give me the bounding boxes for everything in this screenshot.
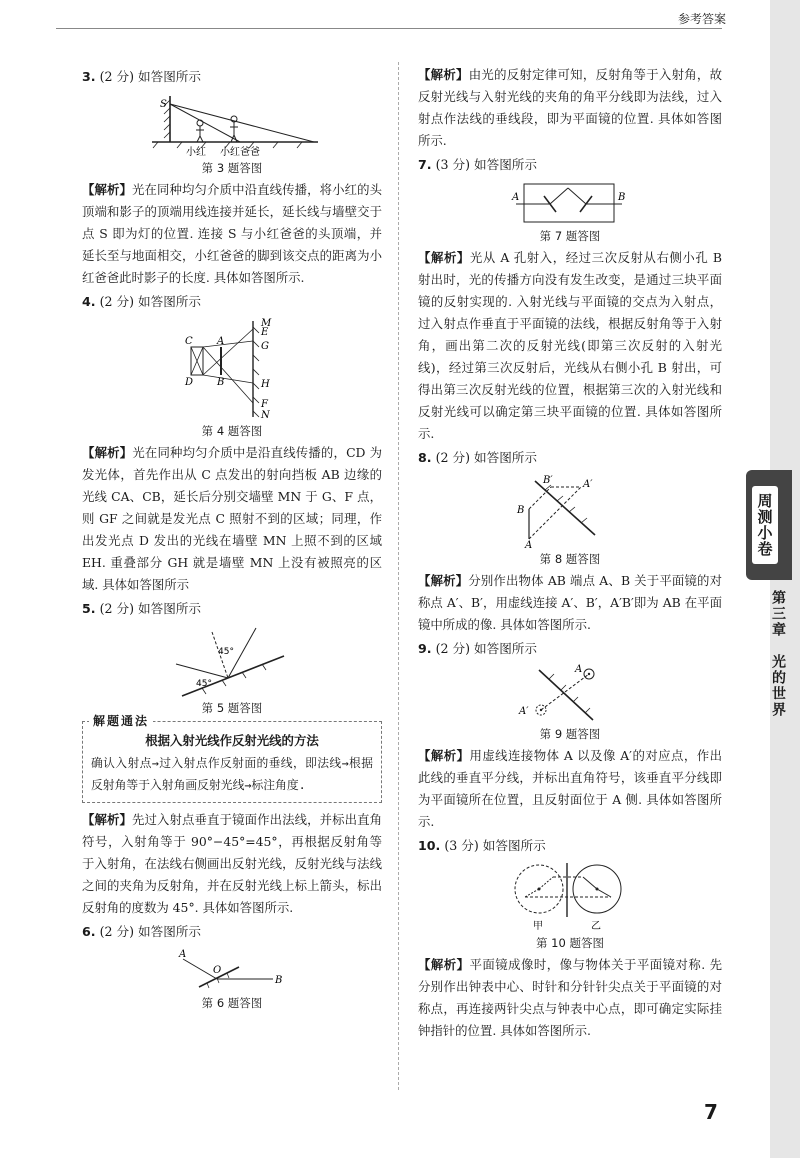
q5-analysis: 【解析】先过入射点垂直于镜面作出法线，并标出直角符号，入射角等于 90°−45°=45°，再根据反射角等于入射角，在法线右侧画出反射光线，反射光线与法线之间的夹角为反射角，并在反射光线上标上箭头，标出反射角的度数为 45°. 具体如答图所示. [82,812,383,915]
q8-label-bp: B′ [543,475,553,486]
q6-figure [177,947,287,993]
q6-analysis: 【解析】由光的反射定律可知，反射角等于入射角，故反射光线与入射光线的夹角的角平分线即为法线，过入射点作法线的垂线段，即为平面镜的位置. 具体如答图所示. [418,67,723,148]
q6-label-b: B [275,975,283,986]
q7-figure [510,180,630,226]
q10-caption: 第 10 题答图 [536,936,604,950]
q8-caption: 第 8 题答图 [539,552,601,566]
method-box [82,714,382,803]
q4-label-n: N [261,410,270,421]
method-heading: 根据入射光线作反射光线的方法 [145,733,319,748]
q6-head: 6. (2 分) 如答图所示 [82,924,201,939]
q7-label-a: A [512,192,520,203]
q9-label-ap: A′ [519,706,529,717]
q4-label-b: B [217,377,225,388]
q9-analysis: 【解析】用虚线连接物体 A 以及像 A′的对应点，作出此线的垂直平分线，并标出直角符号，该垂直平分线即为平面镜所在位置，且反射面位于 A 侧. 具体如答图所示. [418,748,723,829]
q4-label-m: M [261,318,272,329]
method-title: 解题通法 [89,712,153,729]
column-divider [398,62,399,1090]
q8-figure [515,473,625,549]
q3-label-kid: 小红 [186,147,206,158]
q4-label-a: A [217,336,225,347]
page-header: 参考答案 [677,12,726,26]
q3-label-s: S [160,99,167,110]
q6-label-o: O [213,965,222,976]
q3-analysis: 【解析】光在同种均匀介质中沿直线传播，将小红的头顶端和影子的顶端用线连接并延长，延长线与墙壁交于点 S 即为灯的位置. 连接 S 与小红爸爸的头顶端，并延长至与地面相交，小红爸爸的脚到该交点的距离为小红爸爸此时影子的长度. 具体如答图所示. [82,182,383,285]
q5-angle-1: 45° [218,647,234,657]
q9-label-a: A [575,664,583,675]
q6-caption: 第 6 题答图 [201,996,263,1010]
q7-caption: 第 7 题答图 [539,229,601,243]
q9-figure [515,664,625,724]
side-chapter: 第三章 [770,590,786,638]
q10-figure [505,861,635,933]
q8-head: 8. (2 分) 如答图所示 [418,450,537,465]
q4-label-h: H [261,379,270,390]
q3-caption: 第 3 题答图 [201,161,263,175]
q7-label-b: B [618,192,626,203]
q3-head: 3. (2 分) 如答图所示 [82,69,201,84]
q4-label-f: F [261,399,268,410]
q4-label-c: C [185,336,193,347]
q7-head: 7. (3 分) 如答图所示 [418,157,537,172]
side-chapter-title: 光的世界 [770,654,786,718]
q3-label-dad: 小红爸爸 [220,147,260,158]
q9-caption: 第 9 题答图 [539,727,601,741]
q4-label-e: E [261,327,269,338]
q4-head: 4. (2 分) 如答图所示 [82,294,201,309]
q8-analysis: 【解析】分别作出物体 AB 端点 A、B 关于平面镜的对称点 A′、B′，用虚线连接 A′、B′，A′B′即为 AB 在平面镜中所成的像. 具体如答图所示. [418,573,722,632]
q5-head: 5. (2 分) 如答图所示 [82,601,201,616]
q4-label-d: D [185,377,194,388]
q8-label-b: B [517,505,525,516]
q5-caption: 第 5 题答图 [201,701,263,715]
page-number: 7 [704,1100,718,1124]
q8-label-ap: A′ [583,479,593,490]
q5-angle-2: 45° [196,679,212,689]
q4-label-g: G [261,341,269,352]
q7-analysis: 【解析】光从 A 孔射入，经过三次反射从右侧小孔 B 射出时，光的传播方向没有发生改变，是通过三块平面镜的反射实现的. 入射光线与平面镜的交点为入射点，过入射点作垂直于平面镜的法线，根据反射角等于入射角，画出第二次的反射光线(即第三次反射的入射光线)，经过第三次反射后，光线从右侧小孔 B 射出，可得出第三次反射光线的位置，根据第三次的入射光线和反射光线可以确定第三块平面镜的位置. 具体如答图所示. [418,250,723,441]
left-column [82,64,382,1014]
right-column [418,64,722,1042]
side-tab-box: 周测小卷 [752,486,778,564]
q9-head: 9. (2 分) 如答图所示 [418,641,537,656]
q10-head: 10. (3 分) 如答图所示 [418,838,546,853]
q4-analysis: 【解析】光在同种均匀介质中是沿直线传播的，CD 为发光体，首先作出从 C 点发出的射向挡板 AB 边缘的光线 CA、CB，延长后分别交墙壁 MN 于 G、F 点，则 GF 之间就是发光点 C 照射不到的区域；同理，作出发光点 D 发出的光线在墙壁 MN 上照不到的区域 EH. 重叠部分 GH 就是墙壁 MN 上没有被照亮的区域. 具体如答图所示 [82,445,383,592]
method-body: 确认入射点→过入射点作反射面的垂线，即法线→根据反射角等于入射角画反射光线→标注角度. [91,756,373,792]
q4-caption: 第 4 题答图 [201,424,263,438]
q10-analysis: 【解析】平面镜成像时，像与物体关于平面镜对称. 先分别作出钟表中心、时针和分针针尖点关于平面镜的对称点，再连接两针尖点与钟表中心点，即可确定实际挂钟指针的位置. 具体如答图所示. [418,957,722,1038]
q8-label-a: A [525,540,533,549]
header-rule [56,28,722,29]
q5-figure [172,624,292,698]
side-tab [746,470,792,580]
q10-label-yi: 乙 [591,921,601,932]
q10-label-jia: 甲 [533,921,543,932]
q4-figure [177,317,287,421]
q6-label-a: A [179,949,187,960]
q3-figure [142,92,322,158]
